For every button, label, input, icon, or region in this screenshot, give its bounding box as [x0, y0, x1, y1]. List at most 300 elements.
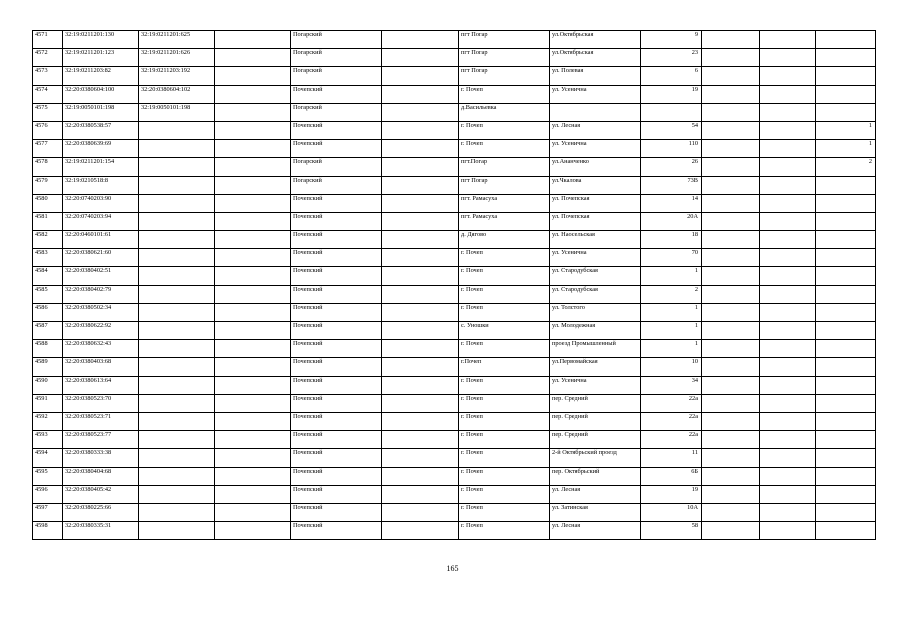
table-cell — [816, 485, 876, 503]
table-cell: ул. Лесная — [550, 522, 641, 540]
table-cell: 32:20:0380405:42 — [63, 485, 139, 503]
table-cell — [382, 231, 459, 249]
table-cell — [382, 431, 459, 449]
table-row — [33, 394, 876, 412]
table-cell: Погарский — [291, 31, 382, 49]
table-cell: пгт. Рамасуха — [459, 212, 550, 230]
table-cell — [382, 140, 459, 158]
table-cell — [382, 267, 459, 285]
table-cell — [139, 285, 215, 303]
table-cell — [215, 140, 291, 158]
table-cell: 10А — [641, 503, 702, 521]
table-cell — [215, 31, 291, 49]
table-cell: 19 — [641, 85, 702, 103]
table-cell: 32:20:0380622:92 — [63, 322, 139, 340]
table-cell: 32:20:0380333:38 — [63, 449, 139, 467]
table-cell: ул. Затинская — [550, 503, 641, 521]
table-cell: 32:19:0211201:123 — [63, 49, 139, 67]
table-cell — [215, 358, 291, 376]
table-cell: г. Почеп — [459, 340, 550, 358]
table-cell: ул. Стародубская — [550, 285, 641, 303]
table-cell: г. Почеп — [459, 485, 550, 503]
table-cell: 32:20:0380523:71 — [63, 412, 139, 430]
table-cell: Почепский — [291, 85, 382, 103]
table-cell: 4575 — [33, 103, 63, 121]
table-cell — [702, 503, 760, 521]
table-cell — [215, 412, 291, 430]
table-cell: 32:20:0380403:68 — [63, 358, 139, 376]
table-cell — [139, 176, 215, 194]
table-cell — [702, 340, 760, 358]
table-cell: 1 — [641, 322, 702, 340]
table-cell: 32:20:0740203:94 — [63, 212, 139, 230]
table-cell: 32:20:0380604:102 — [139, 85, 215, 103]
table-row — [33, 267, 876, 285]
table-cell: г. Почеп — [459, 503, 550, 521]
table-cell: 6 — [641, 67, 702, 85]
table-cell: г. Почеп — [459, 412, 550, 430]
table-cell — [382, 85, 459, 103]
table-cell — [382, 31, 459, 49]
table-cell: 9 — [641, 31, 702, 49]
table-cell — [760, 503, 816, 521]
table-row — [33, 322, 876, 340]
table-cell — [702, 485, 760, 503]
table-row — [33, 231, 876, 249]
table-cell: Почепский — [291, 431, 382, 449]
table-cell — [816, 67, 876, 85]
table-cell: г. Почеп — [459, 267, 550, 285]
table-cell — [702, 322, 760, 340]
table-cell: 32:20:0380632:43 — [63, 340, 139, 358]
table-cell: 32:20:0740203:90 — [63, 194, 139, 212]
table-cell: 73В — [641, 176, 702, 194]
table-cell — [702, 285, 760, 303]
table-cell: 4594 — [33, 449, 63, 467]
table-cell: 58 — [641, 522, 702, 540]
register-table-container — [32, 30, 876, 540]
table-cell — [139, 303, 215, 321]
table-cell — [760, 322, 816, 340]
table-cell: ул. Наосельская — [550, 231, 641, 249]
table-cell — [760, 376, 816, 394]
table-cell — [139, 358, 215, 376]
table-cell: 4579 — [33, 176, 63, 194]
table-cell: 1 — [641, 303, 702, 321]
table-cell — [816, 431, 876, 449]
table-cell — [382, 212, 459, 230]
table-row — [33, 176, 876, 194]
table-cell: Почепский — [291, 503, 382, 521]
table-cell — [382, 176, 459, 194]
table-cell — [215, 394, 291, 412]
table-cell: 20А — [641, 212, 702, 230]
table-cell — [760, 194, 816, 212]
table-cell: 2 — [816, 158, 876, 176]
table-cell: пгт Погар — [459, 67, 550, 85]
table-cell — [760, 522, 816, 540]
table-cell — [760, 158, 816, 176]
table-cell — [760, 85, 816, 103]
table-cell — [139, 412, 215, 430]
table-cell: 32:19:0210518:8 — [63, 176, 139, 194]
table-cell — [816, 303, 876, 321]
table-cell: 6Б — [641, 467, 702, 485]
table-cell — [702, 31, 760, 49]
table-row — [33, 140, 876, 158]
table-cell: 4590 — [33, 376, 63, 394]
table-cell — [139, 485, 215, 503]
table-cell: 14 — [641, 194, 702, 212]
table-cell — [382, 67, 459, 85]
table-cell: пер. Средний — [550, 412, 641, 430]
table-cell — [816, 522, 876, 540]
table-cell — [760, 285, 816, 303]
table-cell — [139, 322, 215, 340]
table-cell — [215, 503, 291, 521]
table-cell — [139, 212, 215, 230]
table-row — [33, 503, 876, 521]
table-cell — [382, 467, 459, 485]
table-cell: г. Почеп — [459, 303, 550, 321]
table-cell — [816, 194, 876, 212]
table-cell: 4571 — [33, 31, 63, 49]
table-cell — [215, 176, 291, 194]
table-cell: 4586 — [33, 303, 63, 321]
table-cell: 4593 — [33, 431, 63, 449]
table-cell: г. Почеп — [459, 121, 550, 139]
table-cell: д.Васильевка — [459, 103, 550, 121]
table-cell — [215, 85, 291, 103]
table-row — [33, 158, 876, 176]
table-cell — [215, 121, 291, 139]
table-cell — [816, 85, 876, 103]
table-cell: 32:20:0380502:34 — [63, 303, 139, 321]
table-cell: г. Почеп — [459, 140, 550, 158]
table-cell — [760, 394, 816, 412]
table-cell — [816, 285, 876, 303]
page-number: 165 — [446, 564, 459, 573]
table-cell: пер. Средний — [550, 394, 641, 412]
table-cell — [816, 31, 876, 49]
table-cell: 1 — [641, 340, 702, 358]
table-cell: 4583 — [33, 249, 63, 267]
table-cell — [215, 322, 291, 340]
table-cell: 34 — [641, 376, 702, 394]
table-cell — [760, 67, 816, 85]
table-cell — [550, 103, 641, 121]
table-cell — [215, 158, 291, 176]
table-row — [33, 340, 876, 358]
table-cell — [139, 340, 215, 358]
table-cell: 4597 — [33, 503, 63, 521]
table-cell: 1 — [816, 121, 876, 139]
table-cell: ул.Первомайская — [550, 358, 641, 376]
table-cell — [215, 449, 291, 467]
table-cell: Почепский — [291, 285, 382, 303]
table-cell: 4576 — [33, 121, 63, 139]
table-cell: 4595 — [33, 467, 63, 485]
table-cell: 32:20:0380402:79 — [63, 285, 139, 303]
table-cell — [139, 431, 215, 449]
table-cell: 32:19:0050101:198 — [63, 103, 139, 121]
table-cell — [382, 322, 459, 340]
table-cell: ул. Толстого — [550, 303, 641, 321]
table-cell — [382, 121, 459, 139]
table-cell — [760, 449, 816, 467]
table-cell: Погарский — [291, 49, 382, 67]
table-cell: 32:20:0380335:31 — [63, 522, 139, 540]
table-cell: ул.Ананченко — [550, 158, 641, 176]
table-cell: 2 — [641, 285, 702, 303]
table-cell — [760, 212, 816, 230]
table-cell — [139, 449, 215, 467]
table-cell — [139, 522, 215, 540]
table-cell: пгт Погар — [459, 31, 550, 49]
table-cell: 18 — [641, 231, 702, 249]
table-cell — [382, 303, 459, 321]
table-cell: 32:20:0380225:66 — [63, 503, 139, 521]
table-cell — [139, 121, 215, 139]
table-cell — [816, 267, 876, 285]
table-cell — [702, 376, 760, 394]
table-cell — [382, 503, 459, 521]
table-cell — [702, 176, 760, 194]
table-cell: Почепский — [291, 267, 382, 285]
table-cell: 32:20:0380404:68 — [63, 467, 139, 485]
table-cell: пгт Погар — [459, 176, 550, 194]
table-cell: ул. Полевая — [550, 67, 641, 85]
table-row — [33, 285, 876, 303]
table-cell — [139, 503, 215, 521]
table-cell: 19 — [641, 485, 702, 503]
table-cell: 32:20:0380538:57 — [63, 121, 139, 139]
table-cell: Почепский — [291, 522, 382, 540]
table-cell — [760, 303, 816, 321]
table-cell: Погарский — [291, 158, 382, 176]
table-cell — [702, 358, 760, 376]
table-cell: ул. Лесная — [550, 485, 641, 503]
table-cell — [382, 449, 459, 467]
table-cell: 32:19:0211201:625 — [139, 31, 215, 49]
table-cell — [382, 376, 459, 394]
table-cell: ул.Чкалова — [550, 176, 641, 194]
table-cell — [816, 394, 876, 412]
table-cell: 32:19:0211203:82 — [63, 67, 139, 85]
table-row — [33, 49, 876, 67]
table-cell — [760, 49, 816, 67]
table-row — [33, 412, 876, 430]
table-cell — [215, 285, 291, 303]
table-cell — [139, 376, 215, 394]
table-cell — [760, 103, 816, 121]
table-cell: г. Почеп — [459, 376, 550, 394]
table-cell — [382, 412, 459, 430]
table-row — [33, 249, 876, 267]
table-cell — [382, 103, 459, 121]
table-cell: пгт.Погар — [459, 158, 550, 176]
table-cell: г. Почеп — [459, 285, 550, 303]
table-cell — [816, 376, 876, 394]
table-cell: Почепский — [291, 376, 382, 394]
table-cell: 22а — [641, 394, 702, 412]
table-cell: 22а — [641, 412, 702, 430]
table-cell — [382, 485, 459, 503]
table-cell: ул.Октябрьская — [550, 31, 641, 49]
table-cell — [702, 103, 760, 121]
table-cell: с. Уношки — [459, 322, 550, 340]
table-cell: пер. Средний — [550, 431, 641, 449]
table-cell — [760, 358, 816, 376]
table-cell: 11 — [641, 449, 702, 467]
table-cell — [760, 249, 816, 267]
table-cell: Почепский — [291, 467, 382, 485]
table-cell: Почепский — [291, 394, 382, 412]
table-cell: 32:20:0380613:64 — [63, 376, 139, 394]
table-cell — [139, 194, 215, 212]
table-cell: Почепский — [291, 249, 382, 267]
table-cell: 4582 — [33, 231, 63, 249]
table-cell — [139, 158, 215, 176]
table-cell — [139, 267, 215, 285]
table-cell: г. Почеп — [459, 431, 550, 449]
table-row — [33, 103, 876, 121]
table-cell — [215, 340, 291, 358]
table-cell — [816, 503, 876, 521]
table-cell: Погарский — [291, 67, 382, 85]
table-row — [33, 303, 876, 321]
table-cell: ул. Почепская — [550, 194, 641, 212]
table-cell — [760, 140, 816, 158]
table-row — [33, 212, 876, 230]
table-cell: 4591 — [33, 394, 63, 412]
table-cell — [215, 431, 291, 449]
table-row — [33, 522, 876, 540]
table-cell: Погарский — [291, 176, 382, 194]
table-cell — [702, 522, 760, 540]
table-cell — [139, 467, 215, 485]
table-cell — [215, 376, 291, 394]
table-cell — [382, 340, 459, 358]
table-cell — [215, 194, 291, 212]
table-cell — [816, 449, 876, 467]
table-cell — [816, 412, 876, 430]
table-cell — [760, 231, 816, 249]
table-cell — [816, 340, 876, 358]
table-cell — [702, 249, 760, 267]
table-cell: 4581 — [33, 212, 63, 230]
table-cell: г. Почеп — [459, 85, 550, 103]
table-cell — [816, 467, 876, 485]
table-row — [33, 467, 876, 485]
table-cell: Почепский — [291, 121, 382, 139]
table-cell: 4573 — [33, 67, 63, 85]
table-cell — [760, 267, 816, 285]
table-cell: 4577 — [33, 140, 63, 158]
table-cell: Погарский — [291, 103, 382, 121]
table-cell — [702, 85, 760, 103]
table-cell — [760, 412, 816, 430]
table-cell — [816, 231, 876, 249]
table-cell — [816, 49, 876, 67]
table-cell: Почепский — [291, 194, 382, 212]
table-cell: 26 — [641, 158, 702, 176]
table-row — [33, 485, 876, 503]
table-cell: г. Почеп — [459, 522, 550, 540]
table-cell: ул. Усенична — [550, 140, 641, 158]
table-cell — [215, 231, 291, 249]
register-table — [32, 30, 876, 540]
table-cell — [382, 522, 459, 540]
table-body — [33, 31, 876, 540]
table-cell — [139, 231, 215, 249]
table-cell: пгт. Рамасуха — [459, 194, 550, 212]
table-cell: ул. Усенична — [550, 85, 641, 103]
table-row — [33, 194, 876, 212]
table-cell — [816, 103, 876, 121]
table-cell: ул. Усенична — [550, 376, 641, 394]
table-cell: Почепский — [291, 449, 382, 467]
table-cell: Почепский — [291, 340, 382, 358]
table-cell: 1 — [641, 267, 702, 285]
table-cell: Почепский — [291, 358, 382, 376]
table-cell: ул. Стародубская — [550, 267, 641, 285]
table-cell — [702, 412, 760, 430]
table-cell: Почепский — [291, 485, 382, 503]
table-cell: 23 — [641, 49, 702, 67]
table-row — [33, 121, 876, 139]
table-row — [33, 358, 876, 376]
table-cell — [816, 176, 876, 194]
table-cell: 4580 — [33, 194, 63, 212]
table-cell — [382, 49, 459, 67]
table-cell — [702, 121, 760, 139]
table-cell: 4572 — [33, 49, 63, 67]
table-cell: 2-й Октябрьский проезд — [550, 449, 641, 467]
table-cell: проезд Промышленный — [550, 340, 641, 358]
table-cell: 32:19:0211201:626 — [139, 49, 215, 67]
table-cell: г.Почеп — [459, 358, 550, 376]
table-cell: 22а — [641, 431, 702, 449]
table-cell: 4592 — [33, 412, 63, 430]
table-cell — [760, 31, 816, 49]
table-cell — [382, 394, 459, 412]
table-cell — [816, 212, 876, 230]
table-row — [33, 31, 876, 49]
table-cell — [702, 231, 760, 249]
table-cell — [702, 212, 760, 230]
table-cell — [215, 467, 291, 485]
table-cell: 10 — [641, 358, 702, 376]
table-cell — [702, 303, 760, 321]
table-cell — [215, 303, 291, 321]
table-row — [33, 85, 876, 103]
table-cell: Почепский — [291, 322, 382, 340]
table-cell: 4585 — [33, 285, 63, 303]
table-cell: 32:19:0050101:198 — [139, 103, 215, 121]
table-cell: 4596 — [33, 485, 63, 503]
table-cell: 4587 — [33, 322, 63, 340]
table-cell — [215, 522, 291, 540]
table-cell — [382, 249, 459, 267]
table-cell: 32:19:0211201:154 — [63, 158, 139, 176]
table-cell — [382, 194, 459, 212]
table-cell — [139, 394, 215, 412]
table-cell: 32:20:0380523:70 — [63, 394, 139, 412]
table-cell: 4574 — [33, 85, 63, 103]
table-cell: 70 — [641, 249, 702, 267]
table-cell: 32:20:0380604:100 — [63, 85, 139, 103]
